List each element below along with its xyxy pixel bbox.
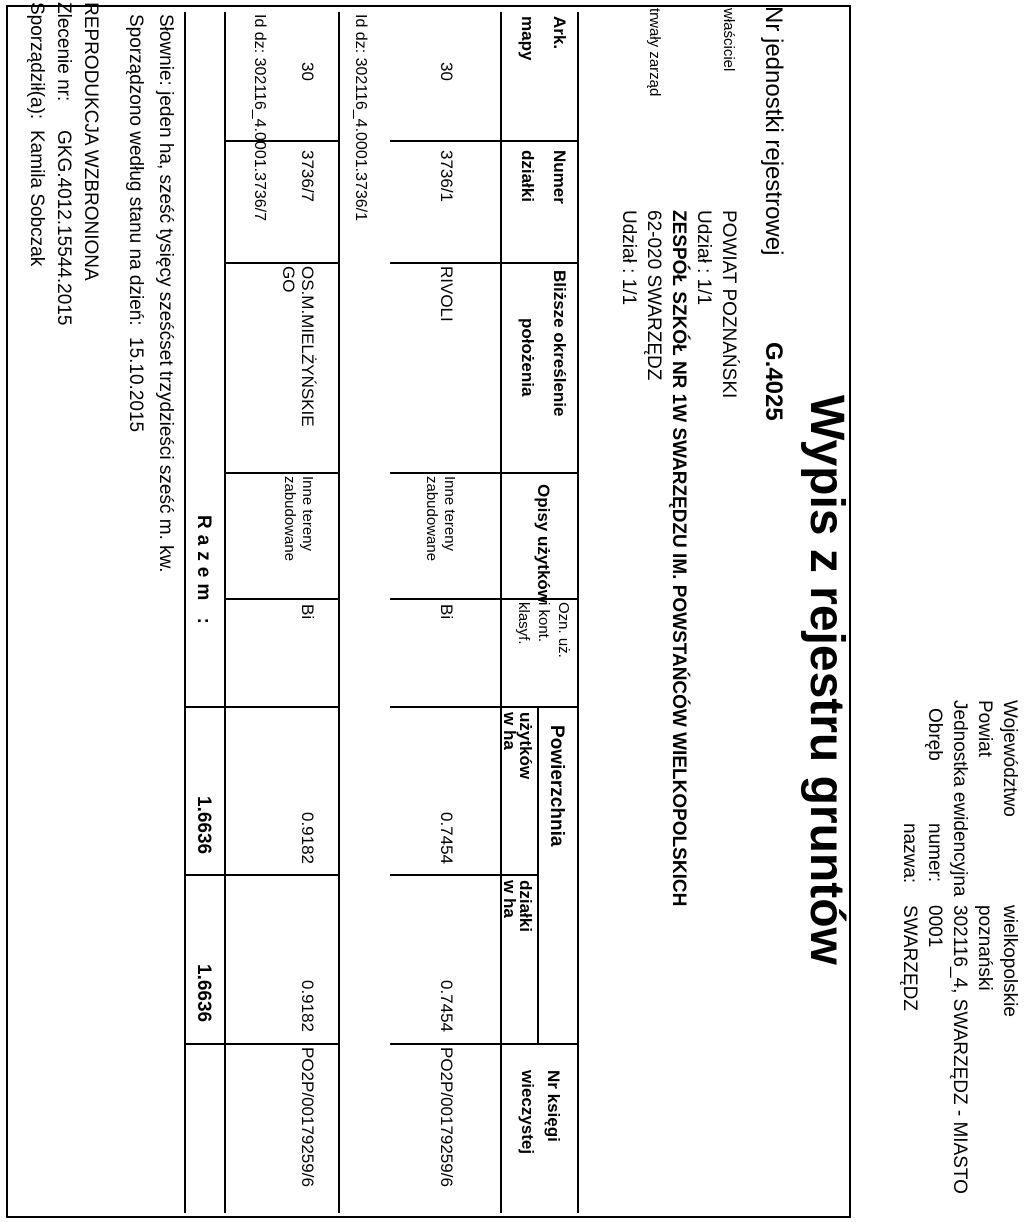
th-numer-1: Numer xyxy=(550,150,569,204)
slownie-text: Słownie: jeden ha, sześć tysięcy sześćset trzydzieści sześć m. kw. xyxy=(155,14,176,573)
th-blizsze-2: położenia xyxy=(518,318,537,397)
sporzadzono-date: 15.10.2015 xyxy=(125,337,146,433)
zlecenie-value: GKG.4012.15544.2015 xyxy=(53,130,74,326)
row2-ark: 30 xyxy=(298,62,317,81)
unit-label: Nr jednostki rejestrowej xyxy=(760,6,787,256)
row2-opis-2: zabudowane xyxy=(281,476,298,562)
th-pow-dzialki-1: działki xyxy=(516,880,535,932)
owner-role-zarzad: trwały zarząd xyxy=(646,8,663,97)
numer-label: numer: xyxy=(924,823,945,883)
nazwa-value: SWARZĘDZ xyxy=(899,905,920,1011)
row1-opis-2: zabudowane xyxy=(423,476,440,562)
th-powierzchnia: Powierzchnia xyxy=(546,725,567,847)
col-line-2a xyxy=(390,262,579,264)
th-ksiega-1: Nr księgi xyxy=(544,1070,563,1142)
obreb-label: Obręb xyxy=(924,708,945,761)
row1-opis-1: Inne tereny xyxy=(441,476,458,552)
sporzadzono-label: Sporządzono według stanu na dzień: xyxy=(125,14,146,326)
table-top-line xyxy=(577,12,579,1213)
table-bottom-line xyxy=(184,12,186,1213)
sporzadzil-label: Sporządził(a): xyxy=(26,2,47,120)
razem-label: Razem : xyxy=(193,515,214,630)
row1-pow-uzytkow: 0.7454 xyxy=(437,812,456,864)
col-line-7b xyxy=(186,1043,340,1045)
th-ark-1: Ark. xyxy=(550,16,569,50)
powiat-label: Powiat xyxy=(974,700,995,758)
row1-ozn: Bi xyxy=(437,604,456,620)
col-line-5b xyxy=(186,706,340,708)
rows-bottom-line xyxy=(224,12,226,1213)
reprodukcja-note: REPRODUKCJA WZBRONIONA xyxy=(80,2,101,281)
row-separator-line xyxy=(338,12,340,1213)
wojewodztwo-value: wielkopolskie xyxy=(999,905,1020,1017)
row1-pow-dzialki: 0.7454 xyxy=(437,980,456,1032)
razem-dzialki: 1.6636 xyxy=(193,964,214,1023)
unit-value: G.4025 xyxy=(760,342,787,421)
document-title: Wypis z rejestru gruntów xyxy=(800,395,853,965)
col-line-3a xyxy=(390,472,579,474)
col-line-7a xyxy=(390,1043,579,1045)
th-pow-uzytkow-1: użytków xyxy=(516,712,535,780)
th-opisy: Opisy użytków xyxy=(534,484,553,604)
th-pow-dzialki-2: w ha xyxy=(500,880,519,918)
razem-uzytkow: 1.6636 xyxy=(193,796,214,855)
row1-numer: 3736/1 xyxy=(437,150,456,202)
row2-ozn: Bi xyxy=(298,604,317,620)
th-ozn-3: klasyf. xyxy=(515,602,532,645)
th-ark-2: mapy xyxy=(518,16,537,61)
jednostka-label: Jednostka ewidencyjna xyxy=(949,700,970,897)
col-line-6b xyxy=(186,874,340,876)
row1-ksiega: PO2P/00179259/6 xyxy=(437,1047,456,1187)
row1-polozenie: RIVOLI xyxy=(437,266,456,322)
col-line-1a xyxy=(390,140,579,142)
powiat-value: poznański xyxy=(974,905,995,991)
col-line-5a xyxy=(390,706,579,708)
col-line-4b xyxy=(226,598,340,600)
zlecenie-label: Zlecenie nr: xyxy=(53,2,74,102)
col-line-6a xyxy=(390,874,539,876)
row2-pow-uzytkow: 0.9182 xyxy=(298,812,317,864)
row2-polozenie-2: GO xyxy=(279,266,298,293)
th-ozn-2: i kont. xyxy=(535,602,552,643)
row1-ark: 30 xyxy=(437,62,456,81)
col-line-2b xyxy=(226,262,340,264)
col-line-1b xyxy=(226,140,340,142)
jednostka-value: 302116_4, SWARZĘDZ - MIASTO xyxy=(949,905,970,1194)
manager-share: Udział : 1/1 xyxy=(618,210,639,306)
th-ksiega-2: wieczystej xyxy=(518,1070,537,1155)
owner-role-wlasciciel: właściciel xyxy=(720,8,737,72)
manager-name: ZESPÓŁ SZKÓŁ NR 1W SWARZĘDZU IM. POWSTAŃCÓW WIELKOPOLSKICH xyxy=(668,210,689,907)
th-blizsze-1: Bliższe określenie xyxy=(550,270,569,417)
sporzadzil-value: Kamila Sobczak xyxy=(26,130,47,267)
row2-ksiega: PO2P/00179259/6 xyxy=(298,1047,317,1187)
nazwa-label: nazwa: xyxy=(899,823,920,884)
th-pow-uzytkow-2: w ha xyxy=(500,712,519,750)
row2-opis-1: Inne tereny xyxy=(299,476,316,552)
row2-pow-dzialki: 0.9182 xyxy=(298,980,317,1032)
header-bottom-line xyxy=(500,12,502,1213)
th-numer-2: działki xyxy=(518,150,537,202)
row2-id: Id dz: 302116_4.0001.3736/7 xyxy=(251,14,268,221)
manager-address: 62-020 SWARZĘDZ xyxy=(643,210,664,381)
numer-value: 0001 xyxy=(924,905,945,948)
owner-share: Udział : 1/1 xyxy=(693,210,714,306)
row1-id: Id dz: 302116_4.0001.3736/1 xyxy=(352,14,369,221)
col-line-3b xyxy=(226,472,340,474)
th-ozn-1: Ozn. uż. xyxy=(555,602,572,658)
row2-polozenie-1: OS.M.MIELŻYŃSKIE xyxy=(298,266,317,427)
wojewodztwo-label: Województwo xyxy=(999,700,1020,817)
owner-name: POWIAT POZNAŃSKI xyxy=(718,210,739,399)
row2-numer: 3736/7 xyxy=(298,150,317,202)
